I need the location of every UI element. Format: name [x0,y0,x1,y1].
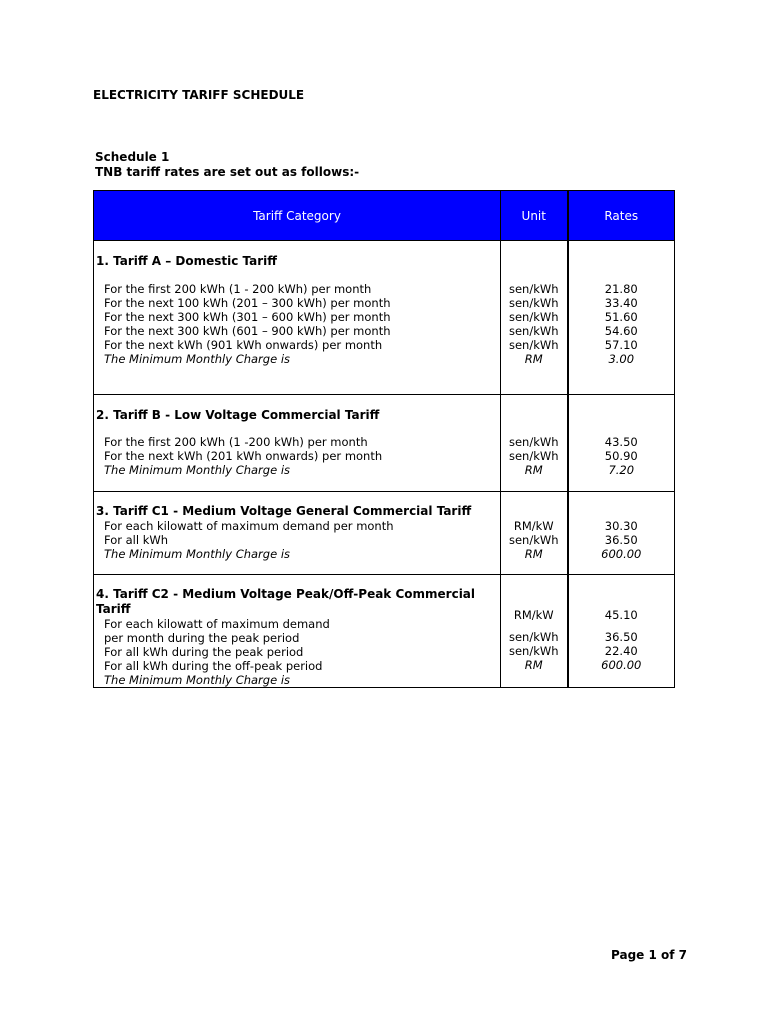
item-unit: RM/kW [513,608,554,622]
item-description: For the next 300 kWh (601 – 900 kWh) per month [104,324,391,338]
item-description: For the next kWh (201 kWh onwards) per month [104,449,383,463]
section-unit-cell [501,492,568,575]
item-description: For all kWh during the peak period [104,645,304,659]
header-unit: Unit [501,191,568,241]
item-unit: sen/kWh [508,630,559,644]
item-description: For all kWh during the off-peak period [104,659,323,673]
item-unit: sen/kWh [508,282,559,296]
item-unit: sen/kWh [508,310,559,324]
item-rate: 36.50 [604,533,638,547]
item-rate: 45.10 [604,608,638,622]
section-title: 3. Tariff C1 - Medium Voltage General Commercial Tariff [96,504,472,518]
item-description: For the next kWh (901 kWh onwards) per month [104,338,383,352]
item-unit: sen/kWh [508,296,559,310]
section-rate-cell [568,395,675,492]
minimum-charge-rate: 600.00 [601,547,642,561]
item-unit: sen/kWh [508,449,559,463]
item-unit: sen/kWh [508,533,559,547]
minimum-charge-label: The Minimum Monthly Charge is [104,352,291,366]
schedule-name: Schedule 1 [95,150,170,164]
section-row-tariff-a [94,241,675,395]
section-row-tariff-c2 [94,575,675,688]
header-tariff-category: Tariff Category [94,191,501,241]
section-rate-cell [568,241,675,395]
minimum-charge-unit: RM [524,463,543,477]
document-title: ELECTRICITY TARIFF SCHEDULE [93,88,305,102]
minimum-charge-label: The Minimum Monthly Charge is [104,673,291,687]
item-rate: 57.10 [604,338,638,352]
item-rate: 54.60 [604,324,638,338]
item-description: For all kWh [104,533,169,547]
minimum-charge-rate: 600.00 [601,658,642,672]
item-unit: RM/kW [513,519,554,533]
header-rates: Rates [568,191,675,241]
section-description-cell [94,241,501,395]
section-unit-cell [501,395,568,492]
minimum-charge-label: The Minimum Monthly Charge is [104,547,291,561]
section-title: 1. Tariff A – Domestic Tariff [96,254,278,268]
item-rate: 50.90 [604,449,638,463]
tariff-table [93,190,675,688]
item-description: For the first 200 kWh (1 - 200 kWh) per month [104,282,372,296]
item-rate: 51.60 [604,310,638,324]
item-rate: 30.30 [604,519,638,533]
item-description: For each kilowatt of maximum demand [104,617,330,631]
item-rate: 22.40 [604,644,638,658]
table-header-row [94,191,675,241]
item-unit: sen/kWh [508,324,559,338]
section-rate-cell [568,492,675,575]
schedule-description: TNB tariff rates are set out as follows:- [95,165,360,179]
section-unit-cell [501,241,568,395]
item-unit: sen/kWh [508,435,559,449]
item-unit: sen/kWh [508,338,559,352]
section-rate-cell [568,575,675,688]
section-row-tariff-b [94,395,675,492]
item-description: For the next 100 kWh (201 – 300 kWh) per month [104,296,391,310]
minimum-charge-unit: RM [524,547,543,561]
minimum-charge-label: The Minimum Monthly Charge is [104,463,291,477]
section-title: 4. Tariff C2 - Medium Voltage Peak/Off-Peak Commercial Tariff [96,587,476,616]
section-unit-cell [501,575,568,688]
minimum-charge-unit: RM [524,352,543,366]
minimum-charge-unit: RM [524,658,543,672]
section-row-tariff-c1 [94,492,675,575]
item-rate: 43.50 [604,435,638,449]
section-description-cell [94,395,501,492]
item-rate: 36.50 [604,630,638,644]
item-rate: 33.40 [604,296,638,310]
minimum-charge-rate: 3.00 [608,352,635,366]
item-description: For each kilowatt of maximum demand per month [104,519,394,533]
item-description-continued: per month during the peak period [104,631,300,645]
section-description-cell [94,575,501,688]
item-unit: sen/kWh [508,644,559,658]
item-description: For the first 200 kWh (1 -200 kWh) per month [104,435,368,449]
item-description: For the next 300 kWh (301 – 600 kWh) per month [104,310,391,324]
section-description-cell [94,492,501,575]
item-rate: 21.80 [604,282,638,296]
section-title: 2. Tariff B - Low Voltage Commercial Tariff [96,408,380,422]
page-number: Page 1 of 7 [611,948,687,962]
minimum-charge-rate: 7.20 [608,463,635,477]
